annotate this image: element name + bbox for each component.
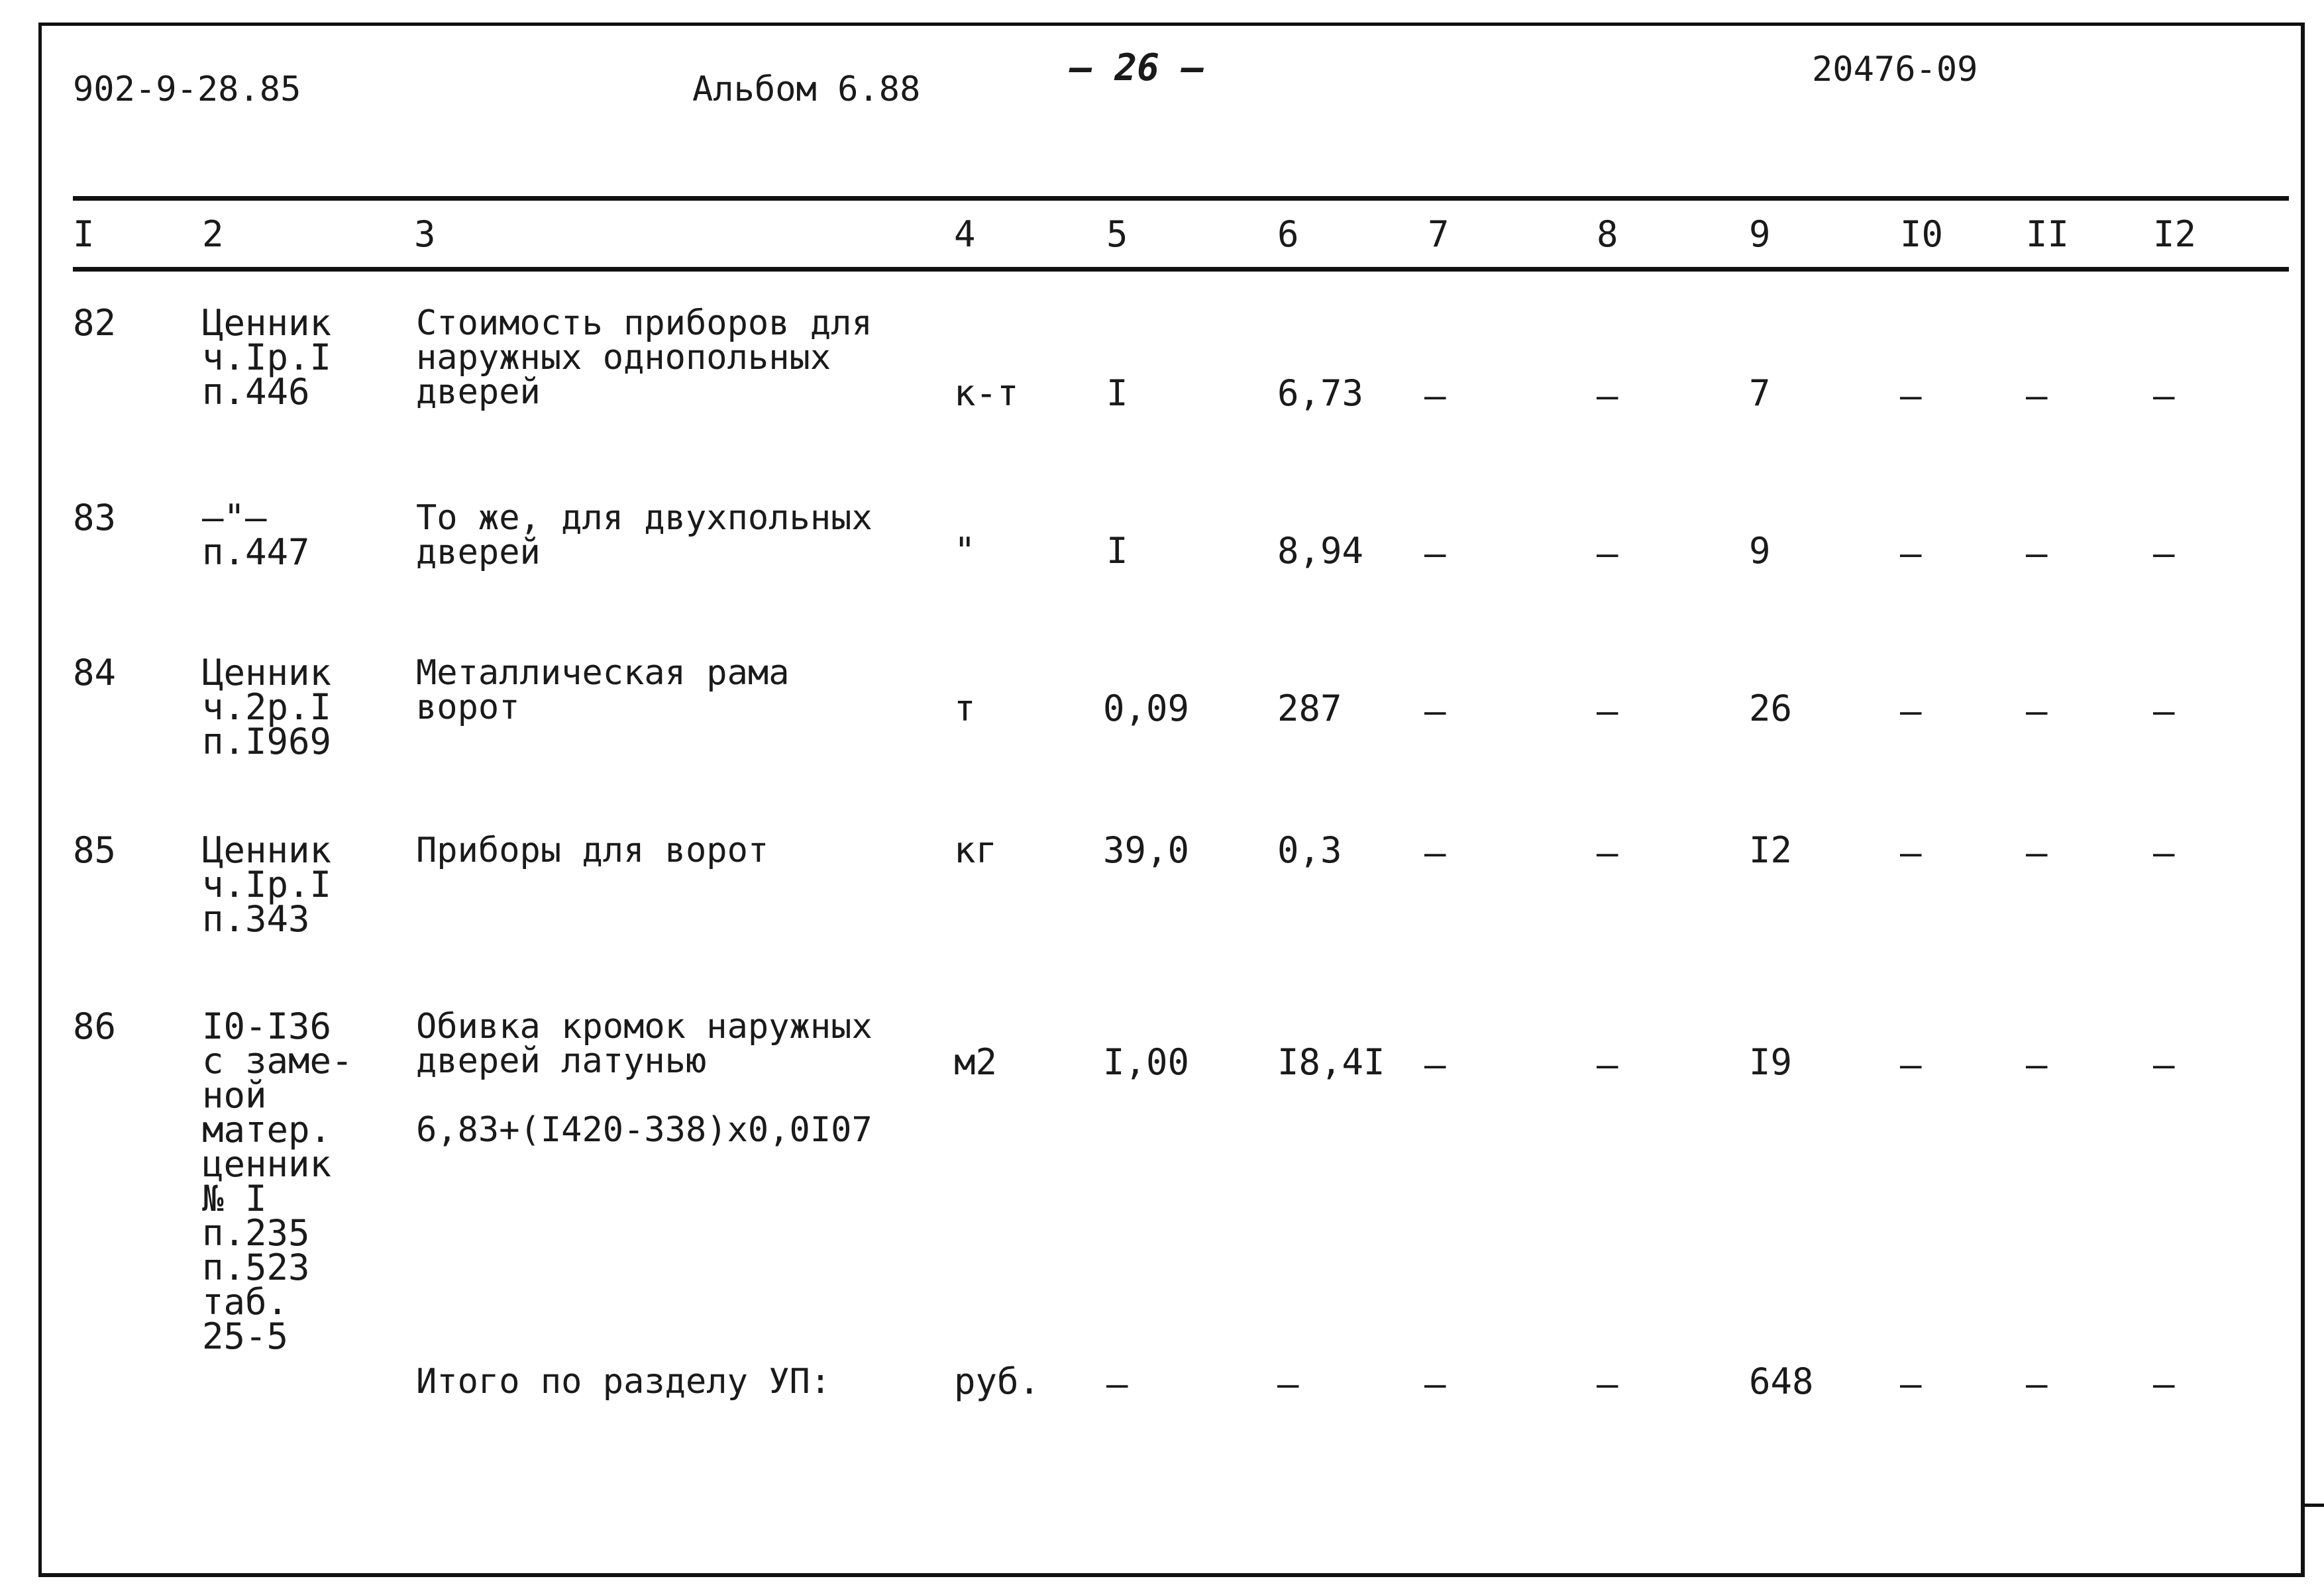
unit-price: 6,73 — [1277, 372, 1364, 414]
unit: к-т — [954, 372, 1019, 414]
col8-value: – — [1597, 533, 1618, 574]
col11-value: – — [2026, 690, 2048, 732]
price-source: –"– п.447 — [202, 497, 310, 573]
col7-value: – — [1424, 690, 1446, 732]
col10-value: – — [1900, 1044, 1922, 1086]
item-description: Стоимость приборов для наружных однопольных дверей — [416, 303, 872, 412]
quantity: I — [1106, 372, 1128, 414]
col8-value: – — [1597, 1044, 1618, 1086]
column-header-3: 3 — [414, 213, 436, 255]
unit: кг — [954, 829, 998, 871]
table-header-rule — [73, 267, 2289, 272]
total-cost: 9 — [1749, 530, 1771, 572]
item-description: То же, для двухпольных дверей — [416, 498, 872, 572]
row-number: 86 — [73, 1005, 117, 1047]
col12-value: – — [2153, 690, 2175, 732]
col8-value: – — [1597, 832, 1618, 874]
cost-formula: 6,83+(I420-338)x0,0I07 — [416, 1110, 872, 1150]
total-unit: руб. — [954, 1360, 1041, 1402]
page-frame — [38, 23, 2305, 1577]
price-source: Ценник ч.2р.I п.I969 — [202, 652, 332, 762]
page-number: – 26 – — [1070, 46, 1204, 89]
item-description: Обивка кромок наружных дверей латунью — [416, 1007, 872, 1081]
total-quantity: – — [1106, 1363, 1128, 1405]
total-unit-price: – — [1277, 1363, 1299, 1405]
project-code: 902-9-28.85 — [73, 70, 301, 109]
total-cost: I9 — [1749, 1041, 1793, 1083]
col12-value: – — [2153, 533, 2175, 574]
unit: м2 — [954, 1041, 998, 1083]
col12-value: – — [2153, 832, 2175, 874]
col11-value: – — [2026, 375, 2048, 417]
col11-value: – — [2026, 1044, 2048, 1086]
quantity: I,00 — [1103, 1041, 1190, 1083]
total-col7: – — [1424, 1363, 1446, 1405]
column-header-5: 5 — [1106, 213, 1128, 255]
price-source: Ценник ч.Iр.I п.446 — [202, 302, 332, 413]
unit-price: 8,94 — [1277, 530, 1364, 572]
item-description: Металлическая рама ворот — [416, 653, 790, 727]
column-header-6: 6 — [1277, 213, 1299, 255]
row-number: 83 — [73, 497, 117, 539]
price-source: Ценник ч.Iр.I п.343 — [202, 829, 332, 940]
quantity: 39,0 — [1103, 829, 1190, 871]
column-header-10: I0 — [1900, 213, 1944, 255]
column-header-11: II — [2026, 213, 2070, 255]
album-label: Альбом 6.88 — [692, 70, 921, 109]
col10-value: – — [1900, 375, 1922, 417]
col10-value: – — [1900, 690, 1922, 732]
total-col12: – — [2153, 1363, 2175, 1405]
col7-value: – — [1424, 1044, 1446, 1086]
column-header-7: 7 — [1428, 213, 1450, 255]
total-col8: – — [1597, 1363, 1618, 1405]
column-header-8: 8 — [1597, 213, 1618, 255]
section-total-label: Итого по разделу УП: — [416, 1362, 831, 1402]
col7-value: – — [1424, 375, 1446, 417]
unit-price: 0,3 — [1277, 829, 1342, 871]
total-cost: 7 — [1749, 372, 1771, 414]
unit: т — [954, 688, 976, 729]
total-cost: I2 — [1749, 829, 1793, 871]
total-col10: – — [1900, 1363, 1922, 1405]
column-header-2: 2 — [202, 213, 224, 255]
col7-value: – — [1424, 832, 1446, 874]
row-number: 84 — [73, 652, 117, 693]
col12-value: – — [2153, 1044, 2175, 1086]
quantity: I — [1106, 530, 1128, 572]
item-description: Приборы для ворот — [416, 831, 769, 870]
table-top-rule — [73, 196, 2289, 201]
total-col11: – — [2026, 1363, 2048, 1405]
column-header-12: I2 — [2153, 213, 2197, 255]
col10-value: – — [1900, 832, 1922, 874]
edge-tick — [2301, 1504, 2324, 1507]
column-header-4: 4 — [954, 213, 976, 255]
row-number: 85 — [73, 829, 117, 871]
col10-value: – — [1900, 533, 1922, 574]
col11-value: – — [2026, 832, 2048, 874]
col11-value: – — [2026, 533, 2048, 574]
col7-value: – — [1424, 533, 1446, 574]
col8-value: – — [1597, 690, 1618, 732]
unit-price: 287 — [1277, 688, 1342, 729]
document-number: 20476-09 — [1812, 50, 1978, 89]
quantity: 0,09 — [1103, 688, 1190, 729]
column-header-1: I — [73, 213, 95, 255]
column-header-9: 9 — [1749, 213, 1771, 255]
price-source: I0-I36 с заме- ной матер. ценник № I п.235 п.523 таб. 25-5 — [202, 1005, 353, 1357]
unit-price: I8,4I — [1277, 1041, 1385, 1083]
col8-value: – — [1597, 375, 1618, 417]
col12-value: – — [2153, 375, 2175, 417]
total-cost: 26 — [1749, 688, 1793, 729]
section-total-value: 648 — [1749, 1360, 1814, 1402]
unit: " — [954, 530, 976, 572]
row-number: 82 — [73, 302, 117, 344]
